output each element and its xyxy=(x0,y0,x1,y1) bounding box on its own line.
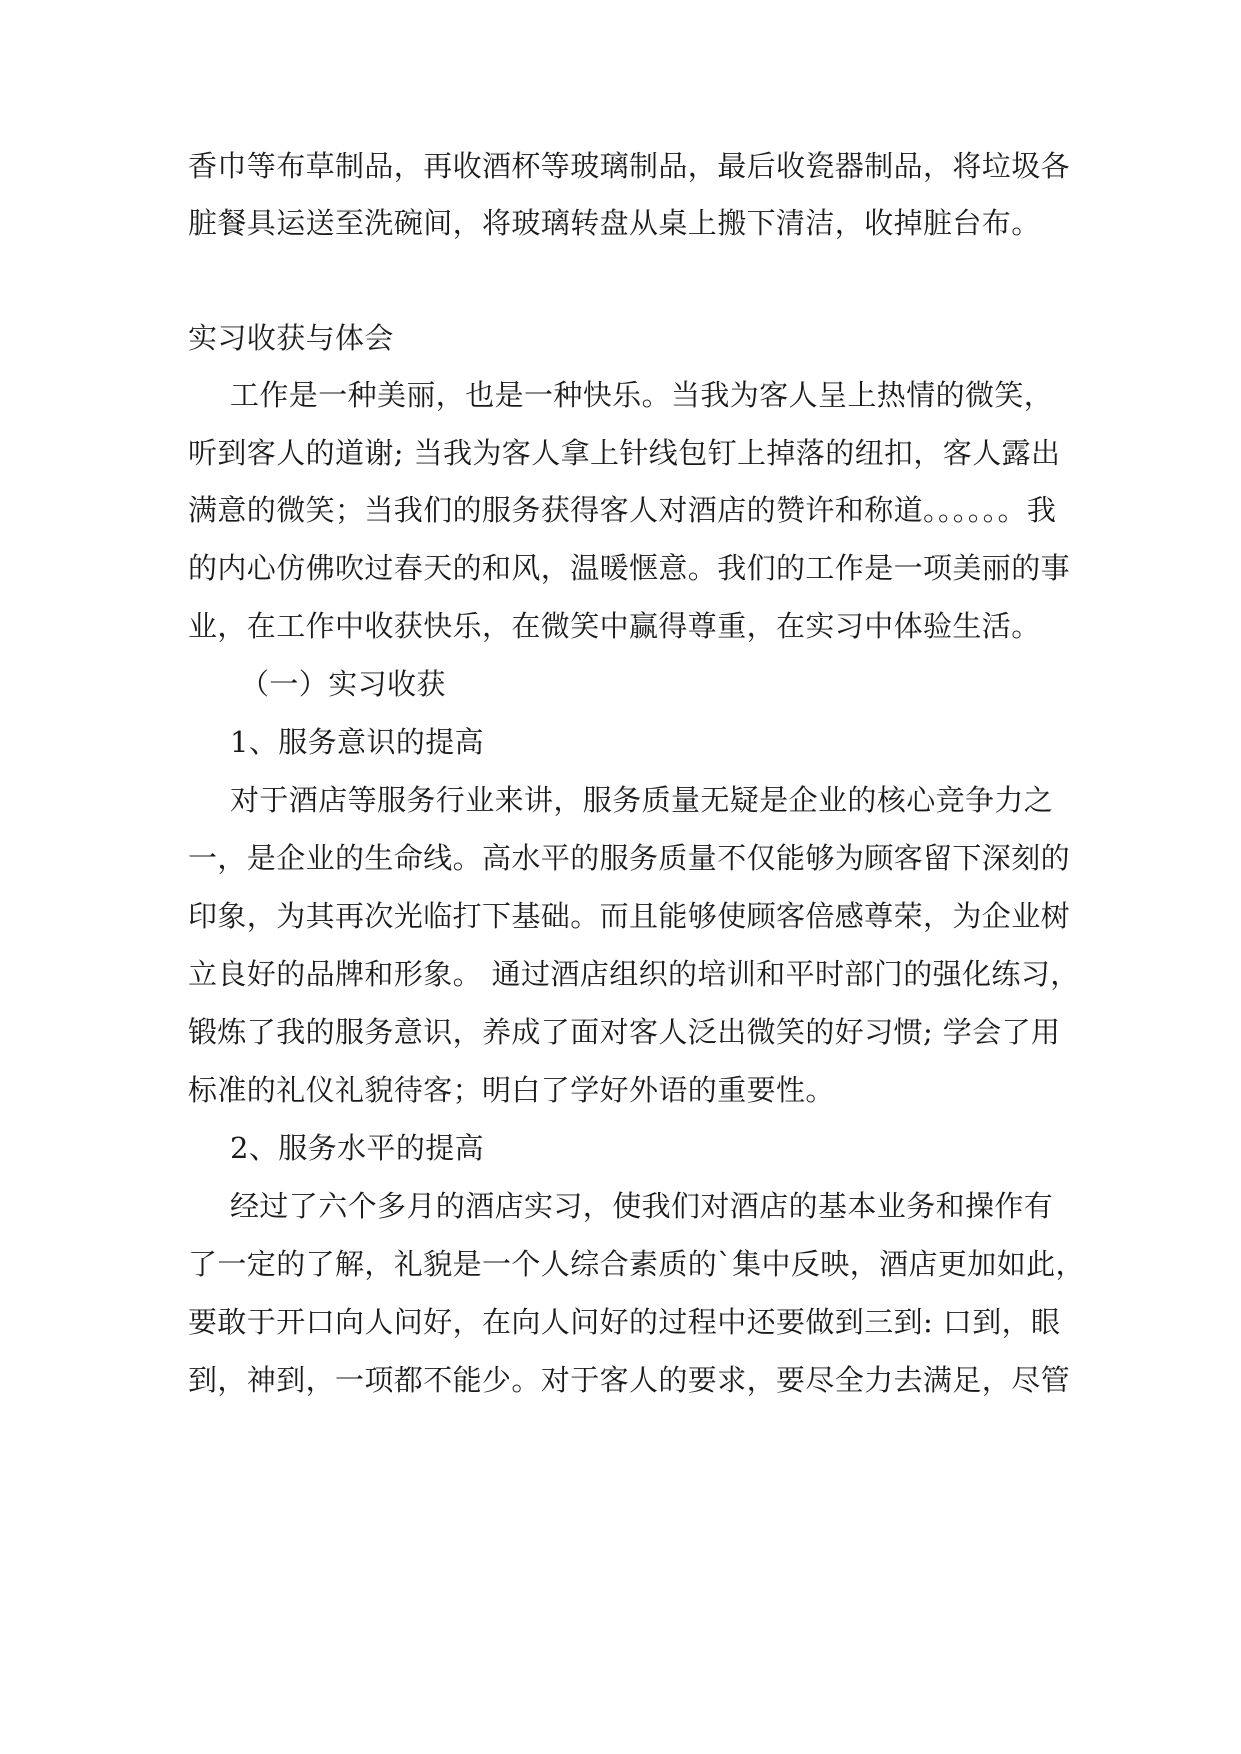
subsection-title: （一）实习收获 xyxy=(240,667,446,701)
heading-service-awareness: 1、服务意识的提高 xyxy=(230,725,485,759)
para1-line-3: 满意的微笑；当我们的服务获得客人对酒店的赞许和称道。。。。。。我 xyxy=(188,493,1057,527)
para2-line-2: 一，是企业的生命线。高水平的服务质量不仅能够为顾客留下深刻的 xyxy=(188,841,1071,875)
para1-line-1: 工作是一种美丽，也是一种快乐。当我为客人呈上热情的微笑， xyxy=(230,378,1054,412)
section-title: 实习收获与体会 xyxy=(188,321,394,355)
para3-line-1: 经过了六个多月的酒店实习，使我们对酒店的基本业务和操作有 xyxy=(230,1189,1054,1223)
para3-line-4: 到，神到，一项都不能少。对于客人的要求，要尽全力去满足，尽管 xyxy=(188,1363,1071,1397)
para3-line-3: 要敢于开口向人问好，在向人问好的过程中还要做到三到: 口到，眼 xyxy=(188,1305,1061,1339)
para2-line-4: 立良好的品牌和形象。 通过酒店组织的培训和平时部门的强化练习， xyxy=(188,957,1080,991)
para1-line-4: 的内心仿佛吹过春天的和风，温暖惬意。我们的工作是一项美丽的事 xyxy=(188,551,1071,585)
heading-service-level: 2、服务水平的提高 xyxy=(230,1131,485,1165)
intro-line-1: 香巾等布草制品，再收酒杯等玻璃制品，最后收瓷器制品，将垃圾各 xyxy=(188,149,1071,183)
para2-line-1: 对于酒店等服务行业来讲，服务质量无疑是企业的核心竞争力之 xyxy=(230,783,1054,817)
para1-line-5: 业，在工作中收获快乐，在微笑中赢得尊重，在实习中体验生活。 xyxy=(188,609,1041,643)
para2-line-6: 标准的礼仪礼貌待客；明白了学好外语的重要性。 xyxy=(188,1073,835,1107)
para3-line-2: 了一定的了解，礼貌是一个人综合素质的`集中反映，酒店更加如此， xyxy=(188,1247,1085,1281)
intro-line-2: 脏餐具运送至洗碗间，将玻璃转盘从桌上搬下清洁，收掉脏台布。 xyxy=(188,206,1041,240)
para2-line-3: 印象，为其再次光临打下基础。而且能够使顾客倍感尊荣，为企业树 xyxy=(188,899,1071,933)
para1-line-2: 听到客人的道谢; 当我为客人拿上针线包钉上掉落的纽扣，客人露出 xyxy=(188,436,1061,470)
para2-line-5: 锻炼了我的服务意识，养成了面对客人泛出微笑的好习惯; 学会了用 xyxy=(188,1015,1061,1049)
